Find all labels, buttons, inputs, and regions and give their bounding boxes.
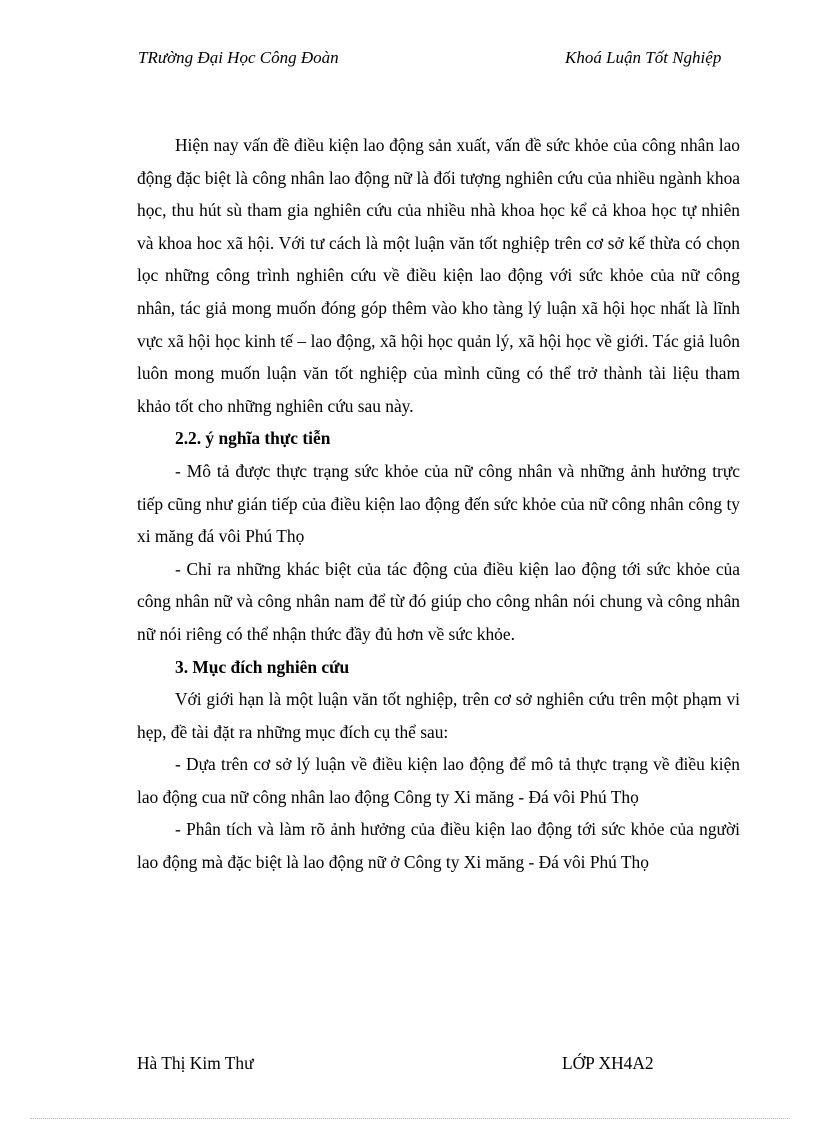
footer-author-name: Hà Thị Kim Thư	[137, 1053, 254, 1073]
header-document-type: Khoá Luận Tốt Nghiệp	[565, 48, 722, 67]
paragraph-purpose-2: - Phân tích và làm rõ ảnh hưởng của điều kiện lao động tới sức khỏe của người lao động mà đặc biệt là lao động nữ ở Công ty Xi măng - Đá vôi Phú Thọ	[137, 819, 740, 873]
paragraph-purpose-1: - Dựa trên cơ sở lý luận về điều kiện lao động để mô tả thực trạng về điều kiện lao động cua nữ công nhân lao động Công ty Xi măng - Đá vôi Phú Thọ	[137, 754, 740, 807]
paragraph-purpose-intro: Với giới hạn là một luận văn tốt nghiệp, trên cơ sở nghiên cứu trên một phạm vi hẹp, đề tài đặt ra những mục đích cụ thể sau:	[137, 689, 740, 742]
header-school-name: TRường Đại Học Công Đoàn	[138, 48, 339, 67]
heading-research-purpose: 3. Mục đích nghiên cứu	[175, 656, 350, 677]
page-bottom-edge	[30, 1118, 790, 1119]
document-body	[137, 129, 740, 879]
paragraph-significance-theory: Hiện nay vấn đề điều kiện lao động sản xuất, vấn đề sức khỏe của công nhân lao động đặc biệt là công nhân lao động nữ là đối tượng nghiên cứu của nhiều ngành khoa học, thu hút sù tham gia nghiên cứu của nhiều nhà khoa học kể cả khoa học tự nhiên và khoa hoc xã hội. Với tư cách là một luận văn tốt nghiệp trên cơ sở kế thừa có chọn lọc những công trình nghiên cứu về điều kiện lao động với sức khỏe của nữ công nhân, tác giả mong muốn đóng góp thêm vào kho tàng lý luận xã hội học nhất là lĩnh vực xã hội học kinh tế – lao động, xã hội học quản lý, xã hội học về giới. Tác giả luôn luôn mong muốn luận văn tốt nghiệp của mình cũng có thể trở thành tài liệu tham khảo tốt cho những nghiên cứu sau này.	[137, 135, 740, 416]
paragraph-practical-2: - Chỉ ra những khác biệt của tác động của điều kiện lao động tới sức khỏe của công nhân nữ và công nhân nam để từ đó giúp cho công nhân nói chung và công nhân nữ nói riêng có thể nhận thức đầy đủ hơn về sức khỏe.	[137, 558, 740, 644]
footer-class-code: LỚP XH4A2	[562, 1053, 654, 1073]
heading-practical-significance: 2.2. ý nghĩa thực tiễn	[175, 428, 331, 449]
paragraph-practical-1: - Mô tả được thực trạng sức khỏe của nữ công nhân và những ảnh hưởng trực tiếp cũng như gián tiếp của điều kiện lao động đến sức khỏe của nữ công nhân công ty xi măng đá vôi Phú Thọ	[137, 460, 740, 547]
